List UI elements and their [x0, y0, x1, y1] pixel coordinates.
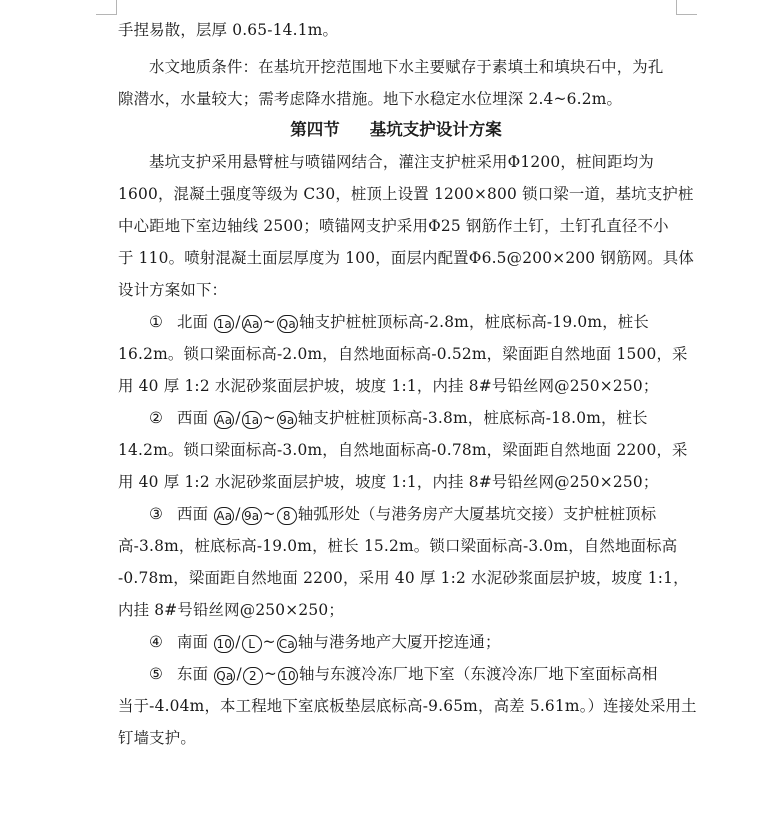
item-text: 轴支护桩桩顶标高-2.8m，桩底标高-19.0m，桩长	[298, 313, 649, 331]
separator: /	[235, 505, 241, 523]
item-direction: 南面	[177, 633, 209, 651]
axis-circle: Ca	[278, 637, 295, 651]
text-line: 设计方案如下：	[118, 281, 228, 299]
item-direction: 西面	[177, 505, 209, 523]
list-item-line	[149, 312, 649, 333]
text-line: 1600，混凝土强度等级为 C30，桩顶上设置 1200×800 锁口梁一道，基坑支护桩	[118, 185, 694, 203]
separator: /	[236, 665, 242, 683]
text-line: 于 110。喷射混凝土面层厚度为 100，面层内配置Φ6.5@200×200 钢筋网。具体	[118, 249, 694, 267]
item-text: 轴弧形处（与港务房产大厦基坑交接）支护桩桩顶标	[297, 505, 657, 523]
page-corner-mark-right	[676, 0, 697, 15]
text-line: 用 40 厚 1:2 水泥砂浆面层护坡，坡度 1:1，内挂 8#号铅丝网@250×250；	[118, 473, 659, 491]
text-line: 当于-4.04m，本工程地下室底板垫层底标高-9.65m，高差 5.61m。）连接处采用土	[118, 697, 697, 715]
page-corner-mark-left	[96, 0, 117, 15]
text-line: 钉墙支护。	[118, 729, 196, 747]
list-item-line	[149, 664, 658, 685]
axis-circle: 8	[277, 507, 297, 525]
text-line: 中心距地下室边轴线 2500；喷锚网支护采用Φ25 钢筋作土钉，土钉孔直径不小	[118, 217, 669, 235]
item-marker: ①	[149, 313, 163, 331]
axis-circle: Aa	[214, 507, 234, 525]
axis-circle: 9a	[277, 411, 297, 429]
axis-circle: L	[242, 635, 262, 653]
text-line: -0.78m，梁面距自然地面 2200，采用 40 厚 1:2 水泥砂浆面层护坡，坡度 1:1，	[118, 569, 689, 587]
item-direction: 西面	[177, 409, 209, 427]
item-direction: 东面	[177, 665, 209, 683]
axis-circle: Aa	[242, 315, 262, 333]
separator: ~	[262, 633, 276, 651]
text-line: 基坑支护采用悬臂桩与喷锚网结合，灌注支护桩采用Φ1200，桩间距均为	[149, 153, 654, 171]
axis-circle: Aa	[214, 411, 234, 429]
axis-circle: 10	[214, 635, 234, 653]
separator: ~	[262, 313, 276, 331]
text-line: 手捏易散，层厚 0.65-14.1m。	[118, 21, 339, 39]
axis-circle: Qa	[278, 317, 296, 331]
item-marker: ③	[149, 505, 163, 523]
text-line: 用 40 厚 1:2 水泥砂浆面层护坡，坡度 1:1，内挂 8#号铅丝网@250×250；	[118, 377, 659, 395]
text-line: 高-3.8m，桩底标高-19.0m，桩长 15.2m。锁口梁面标高-3.0m，自然地面标高	[118, 537, 678, 555]
list-item-line	[149, 408, 648, 429]
item-marker: ②	[149, 409, 163, 427]
item-marker: ④	[149, 633, 163, 651]
axis-circle: Qa	[216, 669, 234, 683]
axis-circle: 1a	[242, 411, 262, 429]
list-item-line	[149, 632, 501, 653]
text-line: 14.2m。锁口梁面标高-3.0m，自然地面标高-0.78m，梁面距自然地面 2200，采	[118, 441, 688, 459]
list-item-line	[149, 504, 656, 525]
text-line: 水文地质条件：在基坑开挖范围地下水主要赋存于素填土和填块石中，为孔	[149, 58, 664, 76]
text-line: 隙潜水，水量较大；需考虑降水措施。地下水稳定水位埋深 2.4~6.2m。	[118, 90, 623, 108]
item-marker: ⑤	[149, 665, 163, 683]
section-heading	[118, 119, 674, 141]
axis-circle: 9a	[242, 507, 262, 525]
text-line: 内挂 8#号铅丝网@250×250；	[118, 601, 344, 619]
axis-circle: 2	[243, 667, 263, 685]
separator: ~	[263, 665, 277, 683]
section-number: 第四节	[290, 120, 340, 139]
separator: ~	[262, 505, 276, 523]
item-text: 轴与港务地产大厦开挖连通；	[297, 633, 501, 651]
item-text: 轴支护桩桩顶标高-3.8m，桩底标高-18.0m，桩长	[297, 409, 648, 427]
axis-circle: 1a	[214, 315, 234, 333]
separator: /	[235, 409, 241, 427]
item-direction: 北面	[177, 313, 209, 331]
axis-circle: 10	[278, 667, 298, 685]
section-title: 基坑支护设计方案	[369, 120, 502, 139]
separator: /	[235, 313, 241, 331]
separator: /	[235, 633, 241, 651]
text-line: 16.2m。锁口梁面标高-2.0m，自然地面标高-0.52m，梁面距自然地面 1500，采	[118, 345, 688, 363]
item-text: 轴与东渡冷冻厂地下室（东渡冷冻厂地下室面标高相	[298, 665, 658, 683]
separator: ~	[262, 409, 276, 427]
